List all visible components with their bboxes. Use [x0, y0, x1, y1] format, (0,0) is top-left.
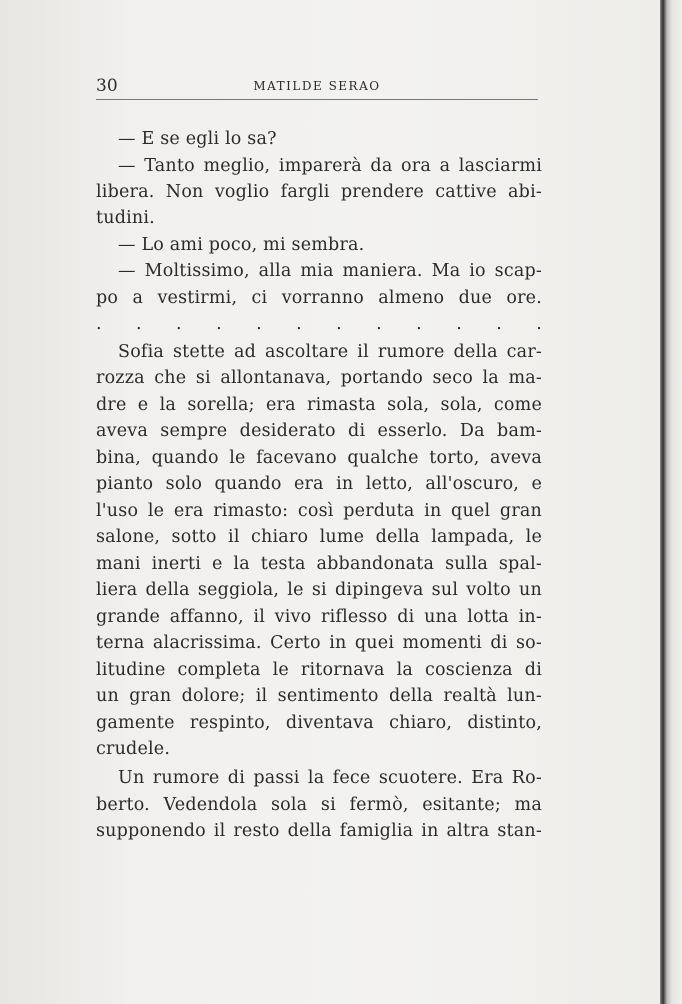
text-line: berto. Vedendola sola si fermò, esitante; ma: [96, 795, 542, 815]
text-line: crudele.: [96, 739, 171, 759]
text-line: salone, sotto il chiaro lume della lampada, le: [96, 527, 542, 547]
header-rule: [96, 99, 538, 100]
text-line: rozza che si allontanava, portando seco la ma-: [96, 368, 542, 388]
text-line: gamente respinto, diventava chiaro, distinto,: [96, 713, 542, 733]
text-line: mani inerti e la testa abbandonata sulla spal-: [96, 554, 542, 574]
text-line: l'uso le era rimasto: così perduta in quel gran: [96, 501, 542, 521]
page-number: 30: [96, 76, 118, 96]
text-line: — Lo ami poco, mi sembra.: [118, 235, 365, 255]
text-line: pianto solo quando era in letto, all'oscuro, e: [96, 474, 542, 494]
text-line: — Tanto meglio, imparerà da ora a lasciarmi: [118, 156, 542, 176]
text-line: Sofia stette ad ascoltare il rumore della car-: [118, 342, 542, 362]
text-line: po a vestirmi, ci vorranno almeno due ore.: [96, 288, 542, 308]
text-line: Un rumore di passi la fece scuotere. Era Ro-: [118, 768, 542, 788]
text-line: supponendo il resto della famiglia in altra stan-: [96, 821, 542, 841]
text-line: aveva sempre desiderato di esserlo. Da bam-: [96, 421, 542, 441]
page-header: [96, 74, 538, 98]
text-line: tudini.: [96, 208, 155, 228]
section-break-dots: . . . . . . . . . . . .: [96, 314, 542, 334]
page-binding-edge: [660, 0, 682, 1004]
text-line: — E se egli lo sa?: [118, 129, 277, 149]
text-line: litudine completa le ritornava la coscienza di: [96, 660, 542, 680]
text-line: terna alacrissima. Certo in quei momenti di so-: [96, 633, 542, 653]
text-line: liera della seggiola, le si dipingeva sul volto un: [96, 580, 542, 600]
running-title: MATILDE SERAO: [253, 79, 381, 93]
text-line: — Moltissimo, alla mia maniera. Ma io scap-: [118, 261, 542, 281]
text-line: libera. Non voglio fargli prendere cattive abi-: [96, 182, 542, 202]
text-line: dre e la sorella; era rimasta sola, sola, come: [96, 395, 542, 415]
text-line: grande affanno, il vivo riflesso di una lotta in-: [96, 607, 542, 627]
text-line: un gran dolore; il sentimento della realtà lun-: [96, 686, 542, 706]
text-line: bina, quando le facevano qualche torto, aveva: [96, 448, 542, 468]
